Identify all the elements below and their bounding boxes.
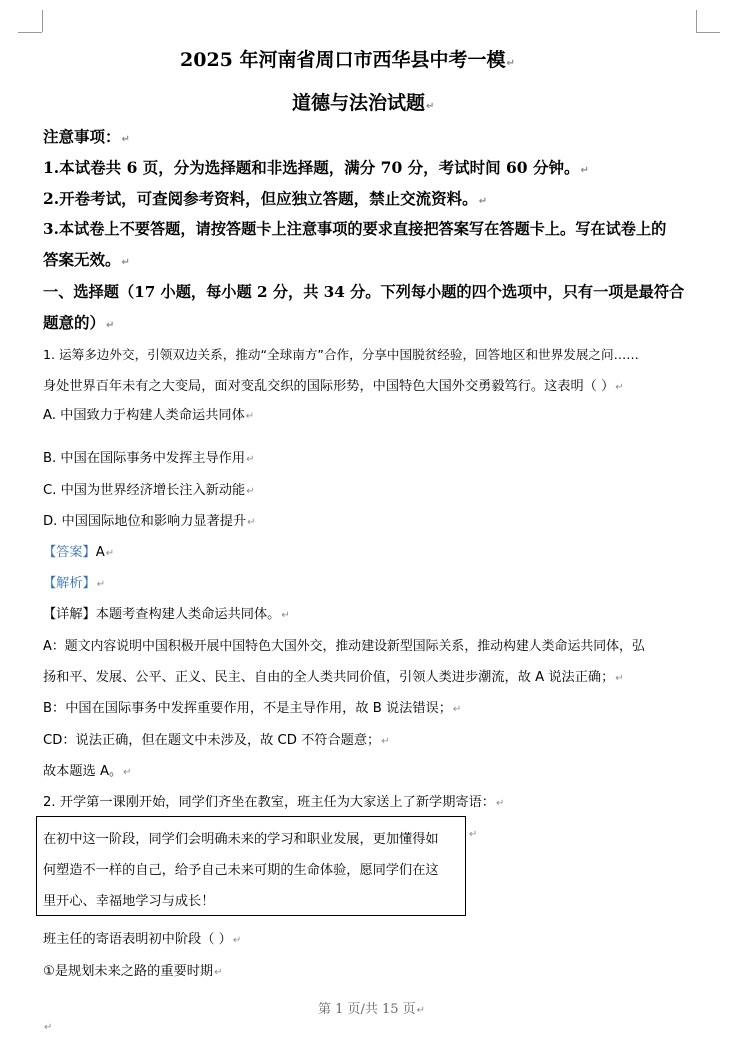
option-b: B. 中国在国际事务中发挥主导作用↵ bbox=[43, 451, 255, 466]
question-2-item-1: ①是规划未来之路的重要时期↵ bbox=[43, 964, 223, 979]
option-d: D. 中国国际地位和影响力显著提升↵ bbox=[43, 514, 256, 529]
document-title: 2025 年河南省周口市西华县中考一模↵ bbox=[180, 49, 515, 71]
crop-mark-top-left-v bbox=[42, 10, 43, 32]
section-heading-line-2: 题意的）↵ bbox=[43, 313, 115, 332]
question-2-stem: 班主任的寄语表明初中阶段（ ）↵ bbox=[43, 932, 242, 947]
quote-box-line-2: 何塑造不一样的自己，给予自己未来可期的生命体验，愿同学们在这 bbox=[43, 863, 439, 878]
quote-box-para-mark: ↵ bbox=[469, 829, 478, 840]
bottom-para-mark: ↵ bbox=[44, 1022, 53, 1033]
crop-mark-top-right-h bbox=[696, 32, 720, 33]
explanation-cd: CD：说法正确，但在题文中未涉及，故 CD 不符合题意；↵ bbox=[43, 733, 390, 748]
notice-header: 注意事项：↵ bbox=[43, 127, 130, 146]
answer-label: 【答案】 bbox=[43, 545, 96, 560]
detail-label: 【详解】 bbox=[43, 607, 96, 622]
question-2: 2. 开学第一课刚开始，同学们齐坐在教室，班主任为大家送上了新学期寄语：↵ bbox=[43, 795, 505, 810]
conclusion: 故本题选 A。↵ bbox=[43, 764, 132, 779]
explanation-b: B：中国在国际事务中发挥重要作用，不是主导作用，故 B 说法错误；↵ bbox=[43, 701, 462, 716]
question-1-line-2: 身处世界百年未有之大变局，面对变乱交织的国际形势，中国特色大国外交勇毅笃行。这表明（ ）↵ bbox=[43, 379, 624, 394]
question-1-line-1: 1. 运筹多边外交，引领双边关系，推动“全球南方”合作，分享中国脱贫经验，回答地区和世界发展之问…… bbox=[43, 347, 639, 362]
notice-item-3-line-1: 3.本试卷上不要答题，请按答题卡上注意事项的要求直接把答案写在答题卡上。写在试卷上的 bbox=[43, 220, 667, 238]
detail-line: 【详解】本题考查构建人类命运共同体。↵ bbox=[43, 607, 290, 622]
quote-box-line-1: 在初中这一阶段，同学们会明确未来的学习和职业发展，更加懂得如 bbox=[43, 832, 439, 847]
document-subtitle: 道德与法治试题↵ bbox=[292, 92, 435, 114]
notice-item-1: 1.本试卷共 6 页，分为选择题和非选择题，满分 70 分，考试时间 60 分钟。↵ bbox=[43, 158, 589, 177]
crop-mark-top-left-h bbox=[18, 32, 42, 33]
option-a: A. 中国致力于构建人类命运共同体↵ bbox=[43, 408, 255, 423]
detail-text: 本题考查构建人类命运共同体。 bbox=[95, 607, 281, 622]
page-footer: 第 1 页/共 15 页↵ bbox=[317, 1002, 426, 1017]
quote-box-line-3: 里开心、幸福地学习与成长！ bbox=[43, 894, 215, 909]
explanation-a-line-1: A：题文内容说明中国积极开展中国特色大国外交，推动建设新型国际关系，推动构建人类命运共同体，弘 bbox=[43, 639, 645, 654]
answer-line: 【答案】A↵ bbox=[43, 545, 115, 560]
section-heading-line-1: 一、选择题（17 小题，每小题 2 分，共 34 分。下列每小题的四个选项中，只有一项是最符合 bbox=[43, 283, 685, 301]
notice-item-2: 2.开卷考试，可查阅参考资料，但应独立答题，禁止交流资料。↵ bbox=[43, 189, 488, 208]
answer-value: A bbox=[95, 545, 105, 560]
notice-item-3-line-2: 答案无效。↵ bbox=[43, 250, 130, 269]
explanation-a-line-2: 扬和平、发展、公平、正义、民主、自由的全人类共同价值，引领人类进步潮流，故 A 说法正确；↵ bbox=[43, 670, 624, 685]
quote-box bbox=[36, 816, 466, 916]
option-c: C. 中国为世界经济增长注入新动能↵ bbox=[43, 483, 255, 498]
crop-mark-top-right-v bbox=[696, 10, 697, 32]
analysis-line: 【解析】↵ bbox=[43, 576, 106, 591]
